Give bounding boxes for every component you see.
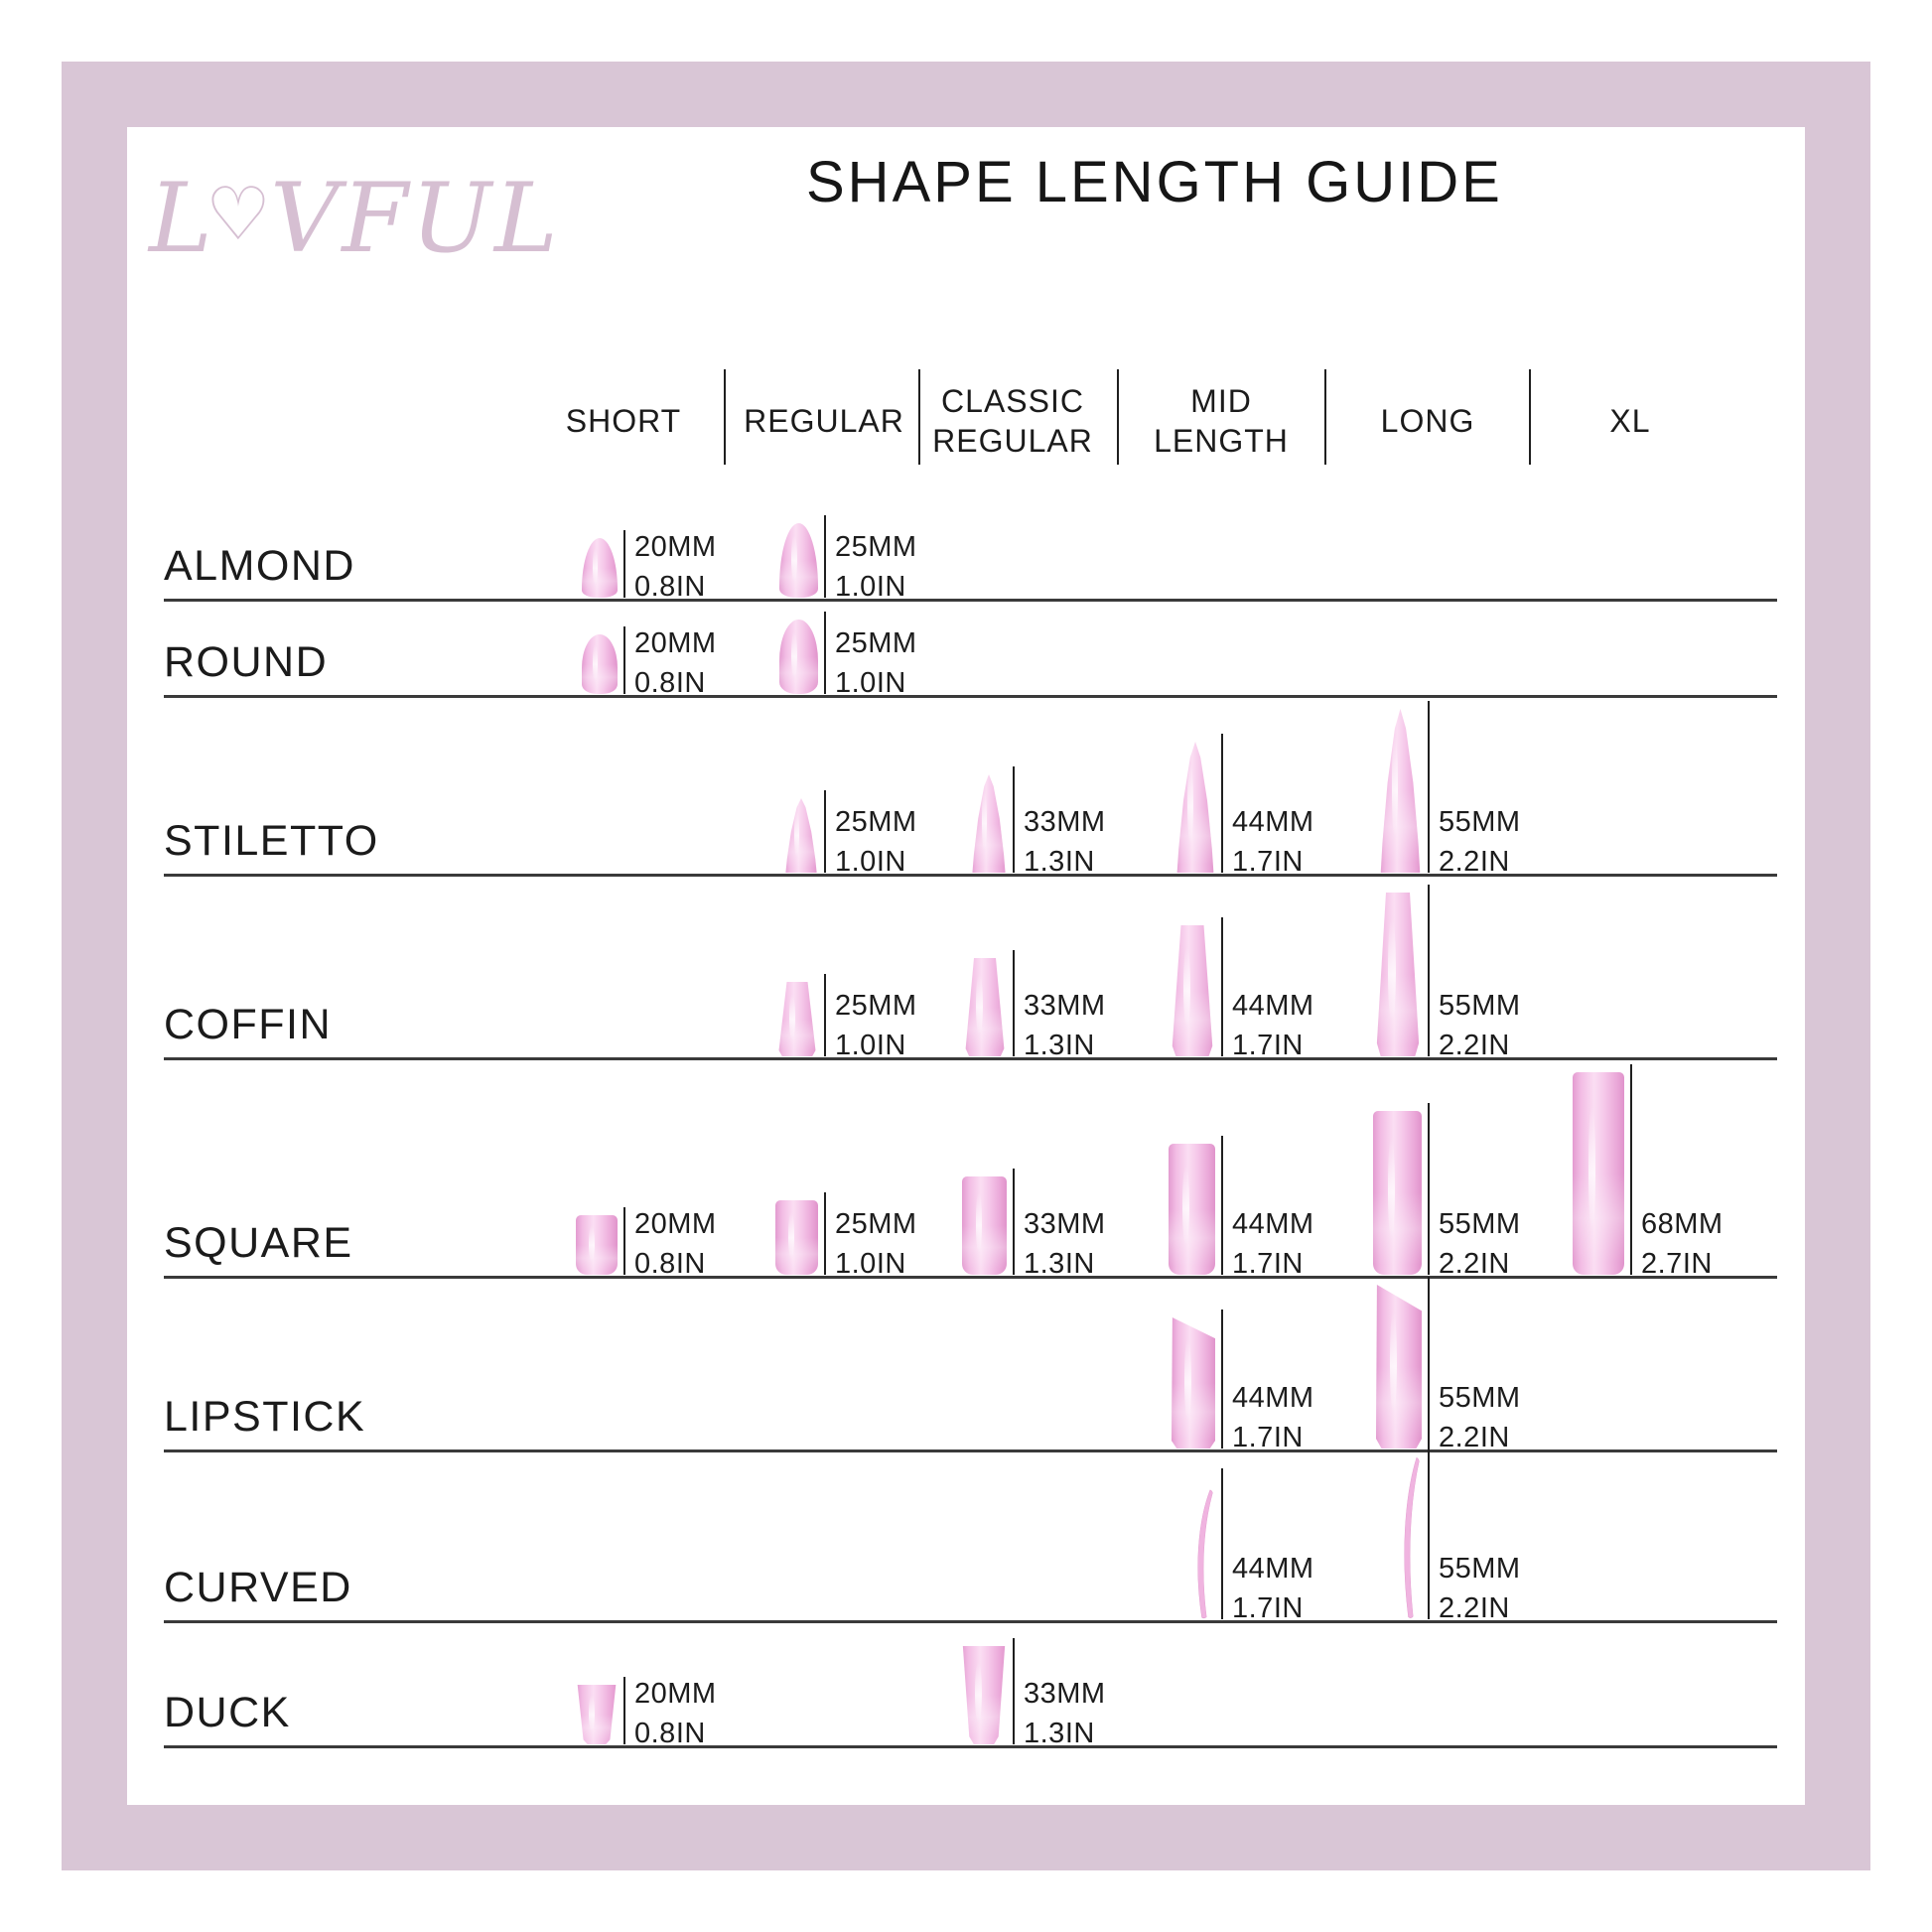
row-label-stiletto: STILETTO [164, 817, 379, 865]
measure-in: 2.2IN [1439, 1592, 1510, 1624]
measure-line [623, 530, 625, 598]
measure-line [1221, 734, 1223, 873]
measure-in: 2.7IN [1641, 1248, 1713, 1280]
measure-text [1232, 1378, 1314, 1457]
column-header-regular: REGULAR [744, 403, 904, 439]
measure-line [1221, 1136, 1223, 1275]
measure-in: 1.3IN [1024, 1030, 1095, 1061]
measure-text [835, 986, 917, 1065]
measure-in: 0.8IN [634, 1718, 706, 1749]
measure-mm: 44MM [1232, 1553, 1314, 1585]
measure-text [634, 1674, 717, 1753]
measure-line [1221, 1468, 1223, 1619]
row-label-round: ROUND [164, 638, 329, 686]
measure-mm: 33MM [1024, 990, 1106, 1022]
measure-line [623, 626, 625, 694]
row-label-duck: DUCK [164, 1689, 291, 1736]
measure-text [835, 527, 917, 607]
heart-icon: ♡ [205, 172, 275, 257]
measure-line [1013, 766, 1015, 873]
measure-mm: 20MM [634, 1678, 717, 1710]
measure-in: 0.8IN [634, 667, 706, 699]
measure-mm: 44MM [1232, 990, 1314, 1022]
nail-curved [1191, 1488, 1213, 1619]
measure-in: 1.0IN [835, 667, 906, 699]
measure-line [1428, 885, 1430, 1056]
measure-text [835, 1204, 917, 1284]
measure-mm: 44MM [1232, 1208, 1314, 1240]
row-line [164, 1449, 1777, 1452]
measure-line [1013, 1638, 1015, 1744]
measure-text [1024, 802, 1106, 882]
measure-mm: 68MM [1641, 1208, 1724, 1240]
row-line [164, 599, 1777, 602]
column-divider [724, 369, 726, 465]
measure-line [1013, 950, 1015, 1056]
measure-in: 1.7IN [1232, 846, 1304, 878]
row-line [164, 1057, 1777, 1060]
measure-text [634, 527, 717, 607]
measure-in: 2.2IN [1439, 1248, 1510, 1280]
measure-mm: 25MM [835, 806, 917, 838]
column-divider [1324, 369, 1326, 465]
measure-text [835, 802, 917, 882]
measure-in: 2.2IN [1439, 1422, 1510, 1453]
measure-text [835, 623, 917, 703]
measure-in: 1.7IN [1232, 1422, 1304, 1453]
measure-line [1221, 917, 1223, 1056]
measure-in: 1.0IN [835, 846, 906, 878]
nail-square [775, 1200, 818, 1275]
measure-mm: 25MM [835, 990, 917, 1022]
measure-text [1232, 986, 1314, 1065]
measure-in: 1.3IN [1024, 1248, 1095, 1280]
row-line [164, 1745, 1777, 1748]
measure-text [1024, 1674, 1106, 1753]
measure-text [1232, 1204, 1314, 1284]
column-header-mid-length: MID LENGTH [1154, 383, 1289, 459]
nail-square [1573, 1072, 1624, 1275]
nail-square [576, 1215, 618, 1275]
nail-lipstick [1376, 1285, 1422, 1449]
measure-mm: 33MM [1024, 1208, 1106, 1240]
row-line [164, 1620, 1777, 1623]
measure-mm: 44MM [1232, 806, 1314, 838]
measure-in: 2.2IN [1439, 1030, 1510, 1061]
measure-line [1428, 701, 1430, 873]
column-divider [1117, 369, 1119, 465]
measure-in: 0.8IN [634, 1248, 706, 1280]
row-line [164, 1276, 1777, 1279]
measure-line [1630, 1064, 1632, 1275]
measure-text [1439, 986, 1521, 1065]
measure-text [1024, 986, 1106, 1065]
measure-in: 1.3IN [1024, 846, 1095, 878]
measure-line [824, 790, 826, 873]
curved-nail-shape [1398, 1455, 1420, 1619]
measure-in: 1.0IN [835, 571, 906, 603]
measure-mm: 20MM [634, 1208, 717, 1240]
measure-line [824, 974, 826, 1056]
measure-mm: 20MM [634, 627, 717, 659]
column-header-short: SHORT [565, 403, 682, 439]
column-header-classic-regular: CLASSIC REGULAR [932, 383, 1093, 459]
measure-in: 2.2IN [1439, 846, 1510, 878]
measure-mm: 55MM [1439, 990, 1521, 1022]
measure-text [634, 623, 717, 703]
measure-mm: 44MM [1232, 1382, 1314, 1414]
measure-line [623, 1677, 625, 1744]
curved-nail-shape [1191, 1488, 1213, 1619]
measure-in: 1.7IN [1232, 1030, 1304, 1061]
measure-mm: 55MM [1439, 806, 1521, 838]
measure-mm: 25MM [835, 627, 917, 659]
nail-square [962, 1176, 1007, 1275]
column-header-xl: XL [1609, 403, 1651, 439]
row-line [164, 874, 1777, 877]
logo-letter-l: L [149, 163, 215, 274]
nail-square [1373, 1111, 1422, 1275]
measure-mm: 33MM [1024, 806, 1106, 838]
page-title: SHAPE LENGTH GUIDE [806, 150, 1503, 214]
row-label-square: SQUARE [164, 1219, 353, 1267]
column-header-long: LONG [1380, 403, 1475, 439]
measure-text [1439, 802, 1521, 882]
measure-line [1428, 1277, 1430, 1449]
measure-mm: 25MM [835, 531, 917, 563]
measure-line [824, 515, 826, 598]
measure-text [1232, 802, 1314, 882]
measure-text [1439, 1549, 1521, 1628]
measure-in: 1.7IN [1232, 1248, 1304, 1280]
measure-in: 0.8IN [634, 571, 706, 603]
measure-line [623, 1207, 625, 1275]
measure-text [1641, 1204, 1724, 1284]
column-divider [1529, 369, 1531, 465]
measure-line [824, 1192, 826, 1275]
row-label-curved: CURVED [164, 1564, 352, 1611]
measure-mm: 33MM [1024, 1678, 1106, 1710]
measure-mm: 20MM [634, 531, 717, 563]
nail-curved [1398, 1455, 1420, 1619]
measure-in: 1.0IN [835, 1248, 906, 1280]
measure-line [1428, 1436, 1430, 1619]
measure-mm: 55MM [1439, 1208, 1521, 1240]
measure-text [1232, 1549, 1314, 1628]
nail-lipstick [1172, 1317, 1215, 1449]
measure-mm: 55MM [1439, 1553, 1521, 1585]
brand-logo [149, 139, 561, 298]
measure-in: 1.7IN [1232, 1592, 1304, 1624]
row-label-coffin: COFFIN [164, 1001, 333, 1048]
row-label-almond: ALMOND [164, 542, 355, 590]
measure-text [1024, 1204, 1106, 1284]
nail-square [1169, 1144, 1215, 1275]
measure-line [824, 612, 826, 694]
measure-line [1221, 1310, 1223, 1449]
logo-letters-vful: VFUL [270, 163, 561, 274]
nail-round [582, 634, 618, 694]
measure-mm: 55MM [1439, 1382, 1521, 1414]
measure-text [1439, 1204, 1521, 1284]
measure-mm: 25MM [835, 1208, 917, 1240]
measure-in: 1.3IN [1024, 1718, 1095, 1749]
measure-text [1439, 1378, 1521, 1457]
row-line [164, 695, 1777, 698]
nail-round [779, 620, 818, 694]
measure-line [1013, 1169, 1015, 1275]
row-label-lipstick: LIPSTICK [164, 1393, 366, 1441]
measure-text [634, 1204, 717, 1284]
measure-in: 1.0IN [835, 1030, 906, 1061]
measure-line [1428, 1103, 1430, 1275]
